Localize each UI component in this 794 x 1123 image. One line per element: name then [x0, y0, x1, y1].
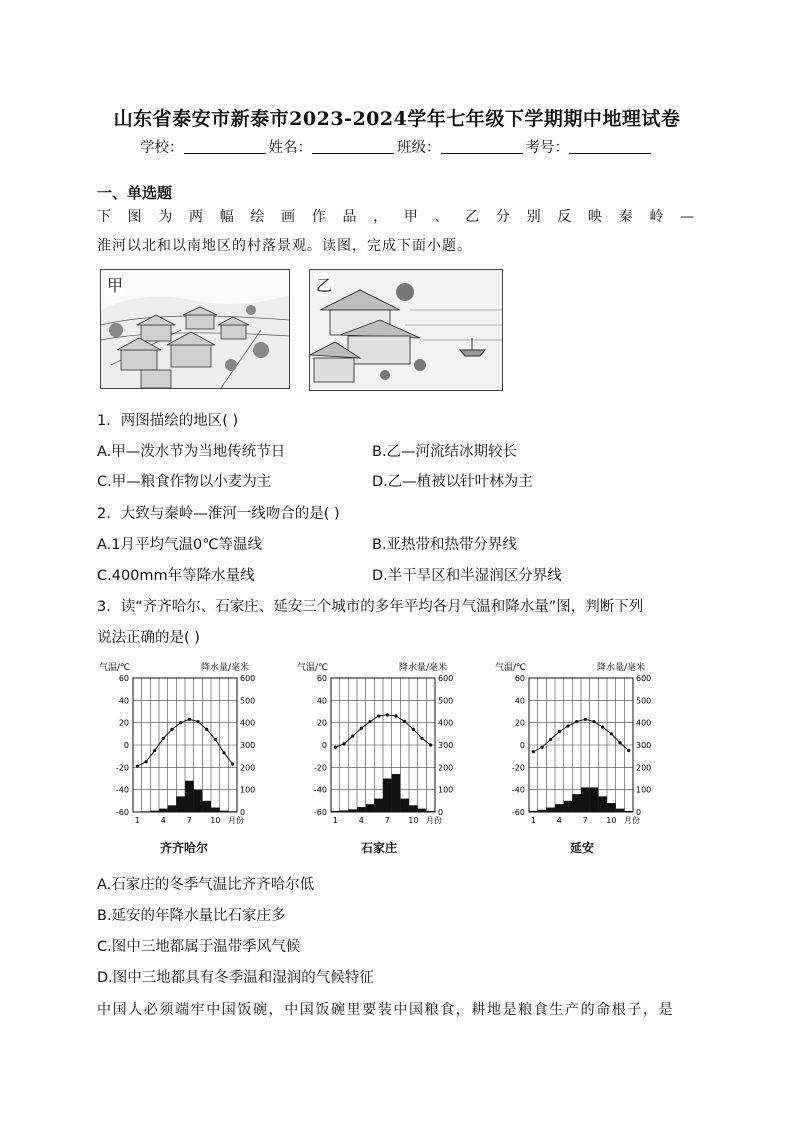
name-label: 姓名： [268, 140, 312, 156]
climate-chart-shijiazhuang [295, 660, 495, 860]
precip-bar [624, 811, 633, 812]
precip-tick-label: 400 [636, 718, 652, 728]
q3-option-a[interactable]: A.石家庄的冬季气温比齐齐哈尔低 [97, 877, 315, 893]
temp-tick-label: 40 [514, 696, 525, 706]
precip-tick-label: 400 [438, 718, 454, 728]
precip-axis-label: 降水量/毫米 [597, 663, 646, 673]
q1-option-b[interactable]: B.乙—河流结冰期较长 [372, 444, 518, 460]
precip-tick-label: 500 [438, 696, 454, 706]
precip-tick-label: 600 [438, 674, 454, 683]
temp-tick-label: -60 [313, 808, 327, 817]
temperature-point [558, 730, 561, 733]
temp-axis-label: 气温/℃ [99, 663, 131, 673]
temperature-point [532, 750, 535, 753]
temp-tick-label: 0 [519, 741, 525, 750]
precip-tick-label: 200 [636, 763, 652, 773]
village-south-picture [309, 269, 503, 391]
figure-label-yi: 乙 [314, 273, 334, 296]
precip-tick-label: 200 [240, 763, 256, 773]
temp-tick-label: 60 [316, 674, 327, 683]
month-tick-label: 7 [582, 816, 588, 825]
precip-bar [220, 811, 229, 812]
month-tick-label: 7 [384, 816, 390, 825]
climate-chart-qiqihar-svg [97, 660, 297, 840]
precip-tick-label: 300 [438, 741, 454, 750]
precip-bar [357, 807, 366, 812]
month-tick-label: 10 [408, 816, 419, 825]
temperature-point [429, 743, 432, 746]
precip-tick-label: 600 [240, 674, 256, 683]
precip-axis-label: 降水量/毫米 [201, 663, 250, 673]
precip-bar [400, 799, 409, 812]
q3-option-d[interactable]: D.图中三地都具有冬季温和湿润的气候特征 [97, 970, 374, 986]
temp-tick-label: -40 [115, 785, 129, 795]
climate-chart-qiqihar [97, 660, 297, 860]
precip-bar [374, 799, 383, 812]
name-blank[interactable] [312, 139, 394, 154]
intro-line-1: 下图为两幅绘画作品，甲、乙分别反映秦岭— [97, 209, 700, 225]
precip-bar [546, 808, 555, 812]
precip-bar [150, 811, 159, 812]
chart-title-yanan: 延安 [569, 841, 594, 855]
question-3-stem-line2: 说法正确的是( ) [97, 630, 200, 646]
temp-tick-label: -40 [313, 785, 327, 795]
q3-option-c[interactable]: C.图中三地都属于温带季风气候 [97, 939, 301, 955]
temperature-point [144, 760, 147, 763]
precip-bar [211, 808, 220, 812]
precip-tick-label: 400 [240, 718, 256, 728]
temp-tick-label: 20 [514, 718, 525, 728]
precip-bar [383, 779, 392, 813]
page-title: 山东省泰安市新泰市2023-2024学年七年级下学期期中地理试卷 [113, 108, 681, 130]
month-tick-label: 7 [186, 816, 192, 825]
temperature-point [412, 728, 415, 731]
month-tick-label: 1 [332, 816, 338, 825]
precip-axis-label: 降水量/毫米 [399, 663, 448, 673]
temp-tick-label: -60 [511, 808, 525, 817]
temperature-point [618, 741, 621, 744]
class-label: 班级： [397, 140, 441, 156]
temperature-point [351, 734, 354, 737]
chart-title-qiqihar: 齐齐哈尔 [159, 841, 208, 855]
month-tick-label: 4 [556, 816, 562, 825]
month-tick-label: 1 [530, 816, 536, 825]
temp-tick-label: -20 [511, 763, 525, 773]
precip-bar [202, 801, 211, 812]
precip-bar [142, 811, 151, 812]
temperature-point [377, 714, 380, 717]
precip-bar [572, 794, 581, 812]
temperature-point [592, 720, 595, 723]
precip-bar [340, 810, 349, 812]
q2-option-b[interactable]: B.亚热带和热带分界线 [372, 537, 518, 553]
x-axis-unit-label: 月份 [426, 816, 442, 825]
precip-bar [185, 781, 194, 812]
question-1-stem: 1．两图描绘的地区( ) [97, 413, 239, 429]
temp-tick-label: 0 [123, 741, 129, 750]
precip-tick-label: 0 [438, 808, 444, 817]
month-tick-label: 4 [160, 816, 166, 825]
temperature-point [170, 728, 173, 731]
temperature-point [584, 718, 587, 721]
temperature-point [627, 749, 630, 752]
temperature-point [222, 751, 225, 754]
q3-option-b[interactable]: B.延安的年降水量比石家庄多 [97, 908, 286, 924]
temperature-point [360, 727, 363, 730]
temperature-point [334, 746, 337, 749]
precip-tick-label: 0 [636, 808, 642, 817]
temperature-point [575, 720, 578, 723]
q2-option-c[interactable]: C.400mm年等降水量线 [97, 568, 255, 584]
precip-tick-label: 100 [240, 785, 256, 795]
temperature-point [394, 714, 397, 717]
temp-tick-label: 40 [316, 696, 327, 706]
school-label: 学校： [140, 140, 184, 156]
precip-bar [590, 787, 599, 812]
temp-axis-label: 气温/℃ [495, 663, 527, 673]
school-blank[interactable] [184, 139, 266, 154]
temperature-point [136, 765, 139, 768]
precip-bar [538, 810, 547, 812]
precip-bar [194, 790, 203, 812]
month-tick-label: 4 [358, 816, 364, 825]
precip-bar [409, 805, 418, 812]
village-north-picture [100, 269, 290, 389]
precip-tick-label: 300 [240, 741, 256, 750]
class-blank[interactable] [441, 139, 523, 154]
question-3-stem-line1: 3．读“齐齐哈尔、石家庄、延安三个城市的多年平均各月气温和降水量”图，判断下列 [97, 599, 644, 615]
temperature-point [231, 762, 234, 765]
precip-bar [607, 803, 616, 812]
precip-bar [426, 811, 435, 812]
temp-tick-label: 40 [118, 696, 129, 706]
student-info-line [0, 136, 794, 157]
x-axis-unit-label: 月份 [228, 816, 244, 825]
month-tick-label: 10 [210, 816, 221, 825]
temperature-point [368, 720, 371, 723]
temp-tick-label: -20 [115, 763, 129, 773]
temperature-point [179, 721, 182, 724]
q2-option-d[interactable]: D.半干旱区和半湿润区分界线 [372, 568, 562, 584]
precip-bar [392, 774, 401, 812]
temperature-point [403, 720, 406, 723]
climate-chart-shijiazhuang-svg [295, 660, 495, 840]
precip-bar [564, 801, 573, 812]
temperature-point [196, 720, 199, 723]
temperature-point [214, 738, 217, 741]
precip-bar [168, 805, 177, 812]
temperature-point [188, 718, 191, 721]
temperature-point [153, 749, 156, 752]
precip-bar [616, 809, 625, 812]
exam-number-blank[interactable] [569, 139, 651, 154]
precip-bar [348, 809, 357, 812]
temp-tick-label: 60 [118, 674, 129, 683]
temperature-point [342, 742, 345, 745]
temperature-point [162, 737, 165, 740]
month-tick-label: 10 [606, 816, 617, 825]
precip-bar [159, 809, 168, 812]
temp-tick-label: -60 [115, 808, 129, 817]
temperature-point [205, 728, 208, 731]
temp-tick-label: -40 [511, 785, 525, 795]
precip-tick-label: 100 [438, 785, 454, 795]
temp-tick-label: 20 [316, 718, 327, 728]
question-2-stem: 2．大致与秦岭—淮河一线吻合的是( ) [97, 506, 340, 522]
x-axis-unit-label: 月份 [624, 816, 640, 825]
q1-option-c[interactable]: C.甲—粮食作物以小麦为主 [97, 474, 272, 490]
q2-option-a[interactable]: A.1月平均气温0℃等温线 [97, 537, 263, 553]
precip-tick-label: 200 [438, 763, 454, 773]
temperature-point [420, 737, 423, 740]
temp-tick-label: 20 [118, 718, 129, 728]
chart-title-shijiazhuang: 石家庄 [360, 841, 397, 855]
precip-tick-label: 0 [240, 808, 246, 817]
precip-tick-label: 500 [636, 696, 652, 706]
precip-bar [418, 809, 427, 812]
precip-tick-label: 300 [636, 741, 652, 750]
temperature-point [566, 724, 569, 727]
temperature-point [386, 713, 389, 716]
climate-chart-yanan-svg [493, 660, 693, 840]
temp-axis-label: 气温/℃ [297, 663, 329, 673]
month-tick-label: 1 [134, 816, 140, 825]
precip-bar [598, 796, 607, 812]
village-south-drawing [310, 270, 502, 390]
precip-bar [581, 787, 590, 812]
temp-tick-label: -20 [313, 763, 327, 773]
temperature-point [540, 746, 543, 749]
figure-label-jia: 甲 [105, 273, 125, 296]
precip-tick-label: 600 [636, 674, 652, 683]
precip-bar [366, 804, 375, 812]
precip-bar [228, 811, 237, 812]
temperature-point [601, 726, 604, 729]
temperature-point [549, 738, 552, 741]
q1-option-a[interactable]: A.甲—泼水节为当地传统节日 [97, 444, 286, 460]
precip-tick-label: 500 [240, 696, 256, 706]
climate-chart-yanan [493, 660, 693, 860]
next-passage-line: 中国人必须端牢中国饭碗，中国饭碗里要装中国粮食，耕地是粮食生产的命根子，是 [97, 1002, 675, 1018]
section-title: 一、单选题 [97, 184, 173, 202]
village-north-drawing [101, 270, 289, 388]
temperature-point [610, 732, 613, 735]
q1-option-d[interactable]: D.乙—植被以针叶林为主 [372, 474, 533, 490]
precip-bar [555, 804, 564, 812]
temp-tick-label: 0 [321, 741, 327, 750]
precip-bar [176, 796, 185, 812]
precip-bar [331, 811, 340, 812]
exam-number-label: 考号： [525, 140, 569, 156]
intro-line-2: 淮河以北和以南地区的村落景观。读图，完成下面小题。 [97, 238, 472, 254]
precip-bar [529, 811, 538, 812]
precip-tick-label: 100 [636, 785, 652, 795]
temp-tick-label: 60 [514, 674, 525, 683]
